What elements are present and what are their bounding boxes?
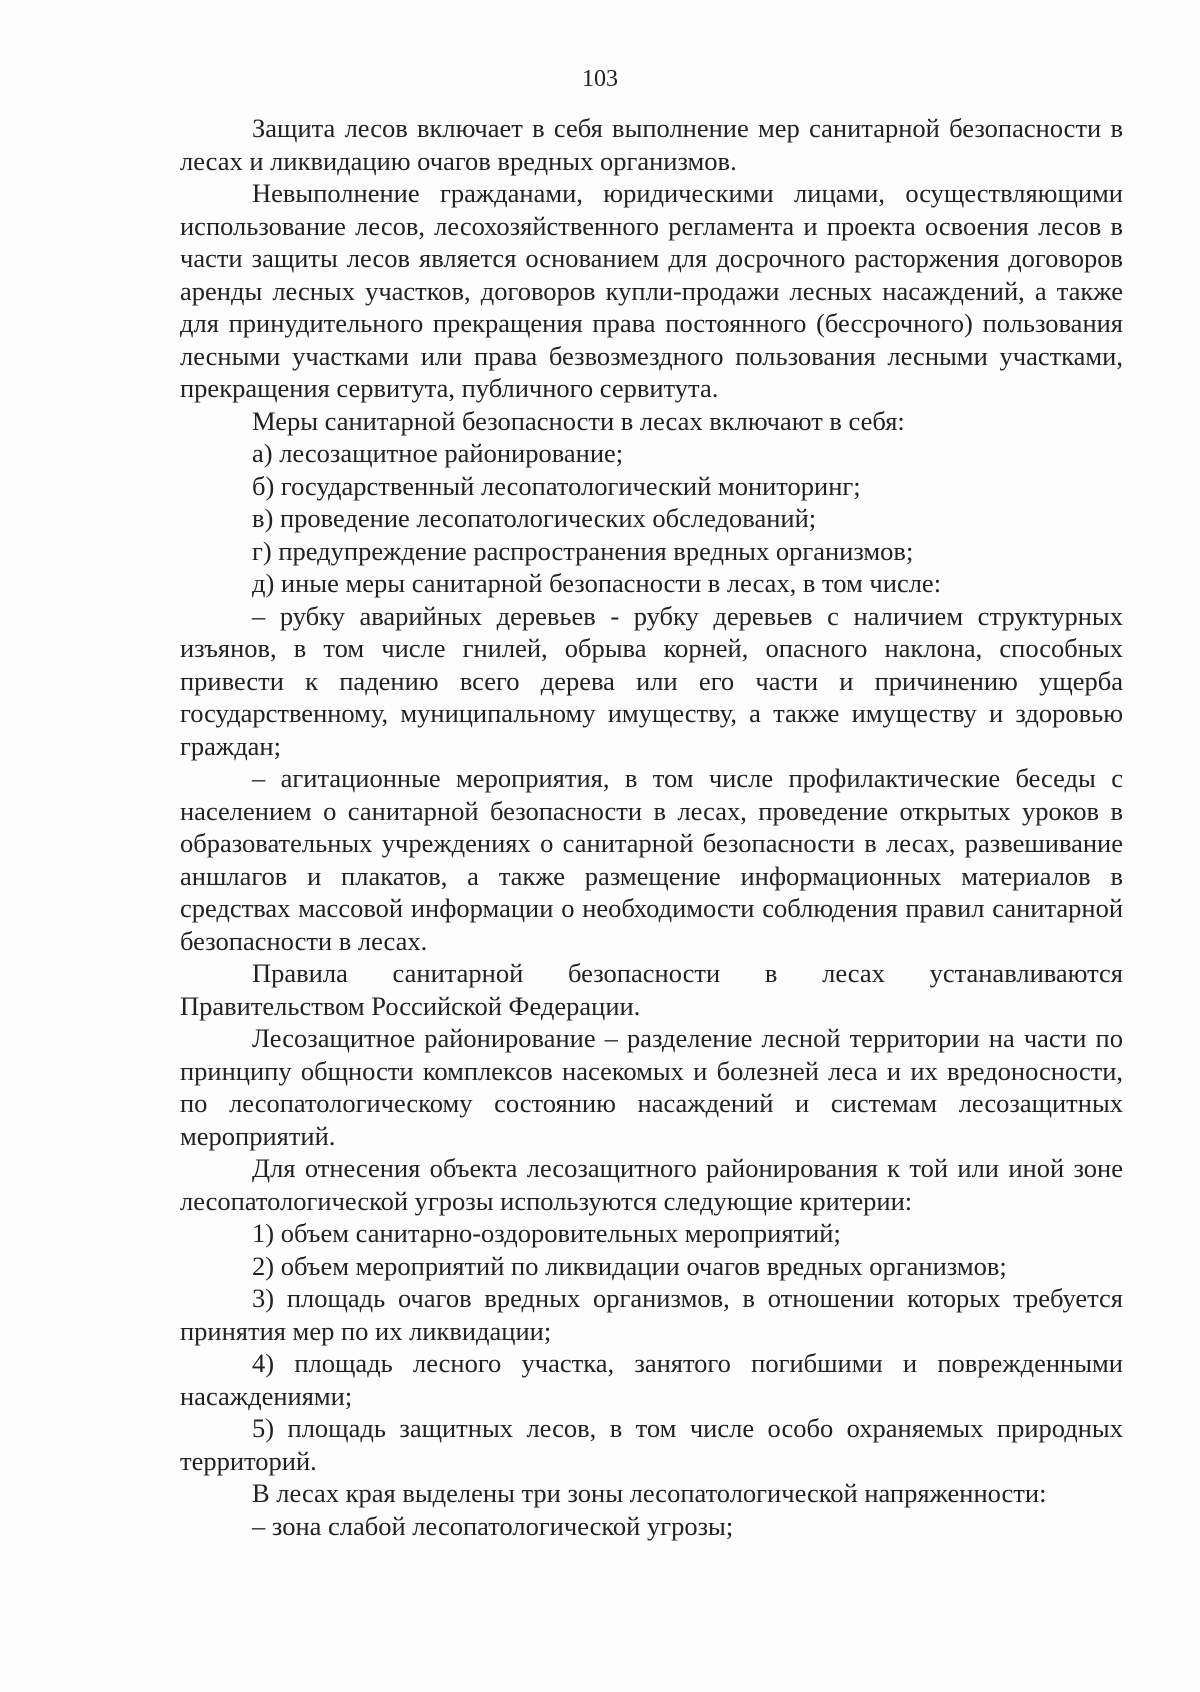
list-item: а) лесозащитное районирование; bbox=[252, 438, 624, 468]
document-body bbox=[180, 112, 1123, 1542]
list-item: 3) площадь очагов вредных организмов, в отношении которых требуется принятия мер по их ликвидации; bbox=[180, 1283, 1123, 1346]
page-number: 103 bbox=[582, 66, 618, 92]
list-item: – агитационные мероприятия, в том числе профилактические беседы с населением о санитарной безопасности в лесах, проведение открытых уроков в образовательных учреждениях о санитарной безопасности в лесах, развешивание аншлагов и плакатов, а также размещение информационных материалов в средствах массовой информации о необходимости соблюдения правил санитарной безопасности в лесах. bbox=[180, 763, 1123, 956]
list-item: – рубку аварийных деревьев - рубку деревьев с наличием структурных изъянов, в том числе гнилей, обрыва корней, опасного наклона, способных привести к падению всего дерева или его части и причинению ущерба государственному, муниципальному имуществу, а также имуществу и здоровью граждан; bbox=[180, 600, 1123, 761]
list-item: б) государственный лесопатологический мониторинг; bbox=[252, 470, 861, 501]
list-item: 5) площадь защитных лесов, в том числе особо охраняемых природных территорий. bbox=[180, 1413, 1123, 1476]
list-item: 1) объем санитарно-оздоровительных мероприятий; bbox=[252, 1218, 841, 1248]
list-item: г) предупреждение распространения вредных организмов; bbox=[252, 535, 914, 566]
list-item: – зона слабой лесопатологической угрозы; bbox=[252, 1510, 734, 1541]
paragraph: В лесах края выделены три зоны лесопатологической напряженности: bbox=[252, 1478, 1047, 1508]
list-item: 2) объем мероприятий по ликвидации очагов вредных организмов; bbox=[252, 1250, 1007, 1281]
paragraph: Защита лесов включает в себя выполнение мер санитарной безопасности в лесах и ликвидацию очагов вредных организмов. bbox=[180, 113, 1123, 176]
paragraph: Лесозащитное районирование – разделение лесной территории на части по принципу общности комплексов насекомых и болезней леса и их вредоносности, по лесопатологическому состоянию насаждений и системам лесозащитных мероприятий. bbox=[180, 1023, 1123, 1151]
paragraph: Невыполнение гражданами, юридическими лицами, осуществляющими использование лесов, лесохозяйственного регламента и проекта освоения лесов в части защиты лесов является основанием для досрочного расторжения договоров аренды лесных участков, договоров купли-продажи лесных насаждений, а также для принудительного прекращения права постоянного (бессрочного) пользования лесными участками или права безвозмездного пользования лесными участками, прекращения сервитута, публичного сервитута. bbox=[180, 178, 1123, 403]
list-item: в) проведение лесопатологических обследований; bbox=[252, 503, 817, 533]
list-item: 4) площадь лесного участка, занятого погибшими и поврежденными насаждениями; bbox=[180, 1348, 1123, 1411]
paragraph: Правила санитарной безопасности в лесах устанавливаются Правительством Российской Федерации. bbox=[180, 958, 1123, 1021]
paragraph: Для отнесения объекта лесозащитного районирования к той или иной зоне лесопатологической угрозы используются следующие критерии: bbox=[180, 1153, 1123, 1216]
paragraph: Меры санитарной безопасности в лесах включают в себя: bbox=[252, 405, 905, 436]
list-item: д) иные меры санитарной безопасности в лесах, в том числе: bbox=[252, 568, 942, 598]
